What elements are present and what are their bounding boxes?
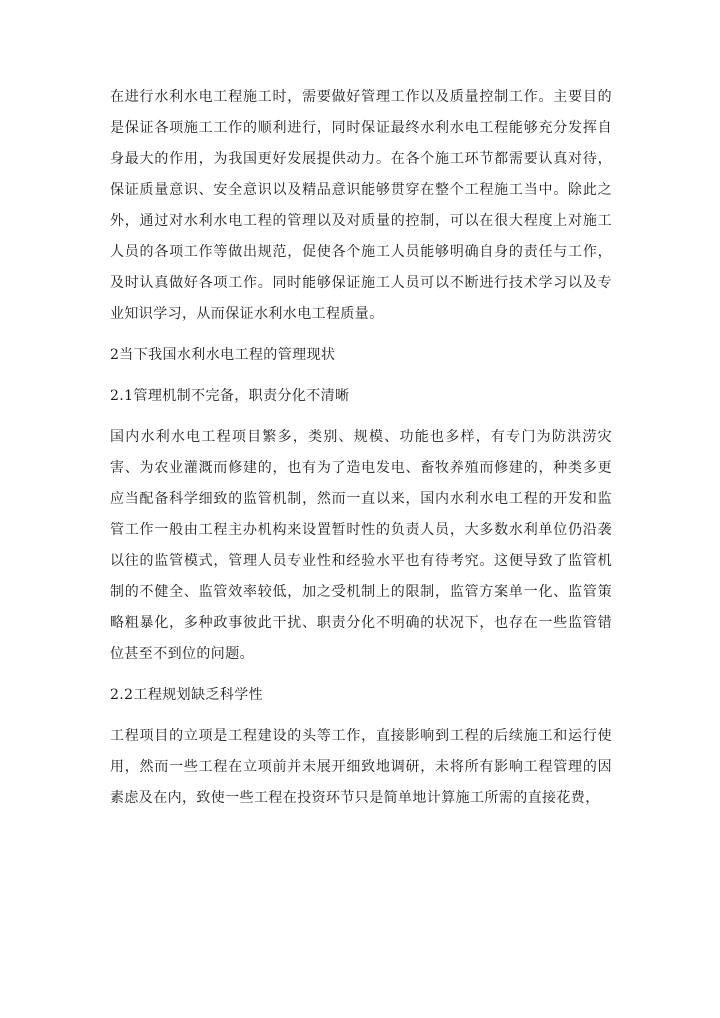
spacer xyxy=(110,670,612,680)
body-paragraph: 国内水利水电工程项目繁多，类别、规模、功能也多样，有专门为防洪涝灾害、为农业灌溉而修建的，也有为了造电发电、畜牧养殖而修建的，种类多更应当配备科学细致的监管机制，然而一直以来，国内水利水电工程的开发和监管工作一般由工程主办机构来设置暂时性的负责人员，大多数水利单位仍沿袭以往的监管模式，管理人员专业性和经验水平也有待考究。这便导致了监管机制的不健全、监管效率较低，加之受机制上的限制，监管方案单一化、监管策略粗暴化，多种政事彼此干扰、职责分化不明确的状况下，也存在一些监管错位甚至不到位的问题。 xyxy=(110,429,612,662)
spacer xyxy=(110,330,612,340)
section-heading: 2当下我国水利水电工程的管理现状 xyxy=(110,347,336,363)
spacer xyxy=(110,412,612,422)
spacer xyxy=(110,371,612,381)
subsection-heading: 2.1管理机制不完备，职责分化不清晰 xyxy=(110,388,350,404)
body-paragraph: 工程项目的立项是工程建设的头等工作，直接影响到工程的后续施工和运行使用，然而一些工程在立项前并未展开细致地调研，未将所有影响工程管理的因素虑及在内，致使一些工程在投资环节只是简单地计算施工所需的直接花费， xyxy=(110,728,612,806)
spacer xyxy=(110,711,612,721)
subsection-heading: 2.2工程规划缺乏科学性 xyxy=(110,687,264,703)
body-paragraph: 在进行水利水电工程施工时，需要做好管理工作以及质量控制工作。主要目的是保证各项施工工作的顺利进行，同时保证最终水利水电工程能够充分发挥自身最大的作用，为我国更好发展提供动力。在各个施工环节都需要认真对待，保证质量意识、安全意识以及精品意识能够贯穿在整个工程施工当中。除此之外，通过对水利水电工程的管理以及对质量的控制，可以在很大程度上对施工人员的各项工作等做出规范，促使各个施工人员能够明确自身的责任与工作，及时认真做好各项工作。同时能够保证施工人员可以不断进行技术学习以及专业知识学习，从而保证水利水电工程质量。 xyxy=(110,89,612,322)
document-body xyxy=(110,82,612,814)
